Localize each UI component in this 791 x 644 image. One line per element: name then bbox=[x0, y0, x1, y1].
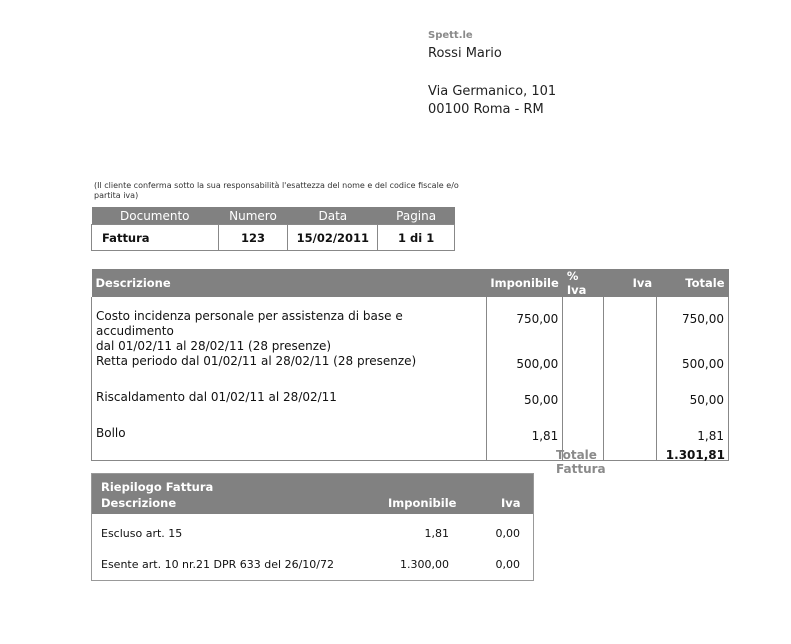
recipient-label: Spett.le bbox=[428, 30, 473, 41]
customer-note: (Il cliente conferma sotto la sua responsabilità l'esattezza del nome e del codice fiscale e/o partita iva) bbox=[94, 181, 459, 200]
vat-percent-col-header: % Iva bbox=[566, 269, 587, 297]
item-vat bbox=[604, 390, 656, 426]
summary-row bbox=[92, 549, 533, 580]
items-header-row bbox=[92, 269, 729, 297]
document-type: Fattura bbox=[92, 225, 219, 251]
invoice-summary bbox=[91, 473, 534, 581]
summary-taxable-header: Imponibile bbox=[388, 496, 457, 510]
invoice-items-table bbox=[91, 269, 729, 461]
item-vat-percent bbox=[563, 354, 604, 390]
recipient-city: 00100 Roma - RM bbox=[428, 102, 544, 117]
item-description: Bollo bbox=[92, 426, 487, 460]
summary-row-taxable: 1,81 bbox=[424, 527, 449, 540]
vat-col-header: Iva bbox=[632, 276, 653, 290]
recipient-street: Via Germanico, 101 bbox=[428, 84, 557, 99]
document-number: 123 bbox=[218, 225, 288, 251]
summary-row bbox=[92, 518, 533, 549]
document-info-table bbox=[91, 207, 455, 251]
item-description-line: dal 01/02/11 al 28/02/11 (28 presenze) bbox=[96, 339, 332, 353]
invoice-total-value: 1.301,81 bbox=[665, 448, 725, 462]
recipient-address bbox=[428, 30, 556, 119]
page-col-header: Pagina bbox=[396, 208, 437, 223]
recipient-name: Rossi Mario bbox=[428, 46, 502, 61]
item-description-line: Costo incidenza personale per assistenza di base e accudimento bbox=[96, 309, 403, 338]
summary-description-header: Descrizione bbox=[101, 496, 177, 510]
summary-row-description: Escluso art. 15 bbox=[101, 527, 183, 540]
taxable-col-header: Imponibile bbox=[490, 276, 559, 290]
summary-header bbox=[92, 474, 533, 514]
item-total: 1,81 bbox=[656, 426, 728, 460]
table-row bbox=[92, 390, 729, 426]
item-description: Riscaldamento dal 01/02/11 al 28/02/11 bbox=[92, 390, 487, 426]
item-vat bbox=[604, 297, 656, 354]
invoice-total-label: Totale Fattura bbox=[556, 448, 606, 476]
date-col-header: Data bbox=[318, 208, 348, 223]
summary-title: Riepilogo Fattura bbox=[101, 480, 214, 494]
table-row bbox=[92, 297, 729, 354]
description-col-header: Descrizione bbox=[95, 276, 171, 290]
item-description: Retta periodo dal 01/02/11 al 28/02/11 (28 presenze) bbox=[92, 354, 487, 390]
item-total: 500,00 bbox=[656, 354, 728, 390]
item-vat-percent bbox=[563, 297, 604, 354]
item-vat-percent bbox=[563, 390, 604, 426]
table-row bbox=[92, 354, 729, 390]
document-header-row bbox=[92, 207, 455, 225]
summary-row-taxable: 1.300,00 bbox=[400, 558, 449, 571]
item-total: 750,00 bbox=[656, 297, 728, 354]
item-taxable: 50,00 bbox=[486, 390, 563, 426]
summary-row-vat: 0,00 bbox=[495, 527, 520, 540]
item-taxable: 1,81 bbox=[486, 426, 563, 460]
document-date: 15/02/2011 bbox=[288, 225, 378, 251]
number-col-header: Numero bbox=[229, 208, 277, 223]
total-col-header: Totale bbox=[685, 276, 725, 290]
item-description bbox=[92, 297, 487, 354]
item-vat bbox=[604, 354, 656, 390]
document-col-header: Documento bbox=[120, 208, 190, 223]
summary-row-vat: 0,00 bbox=[495, 558, 520, 571]
summary-vat-header: Iva bbox=[501, 496, 521, 510]
item-total: 50,00 bbox=[656, 390, 728, 426]
item-taxable: 750,00 bbox=[486, 297, 563, 354]
document-value-row bbox=[92, 225, 455, 251]
item-taxable: 500,00 bbox=[486, 354, 563, 390]
document-page: 1 di 1 bbox=[378, 225, 455, 251]
summary-row-description: Esente art. 10 nr.21 DPR 633 del 26/10/72 bbox=[101, 558, 334, 571]
